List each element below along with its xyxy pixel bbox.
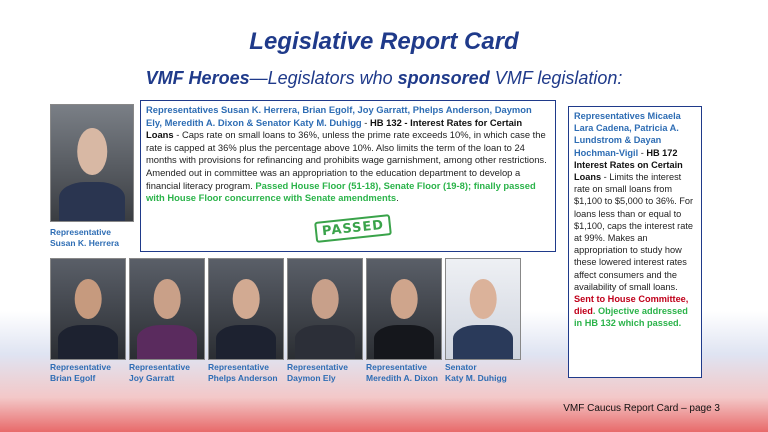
bill-132-sponsors: Representatives Susan K. Herrera, Brian Egolf, Joy Garratt, Phelps Anderson, Daymon Ely, Meredith A. Dixon & Senator Katy M. Duhigg [146, 104, 532, 128]
subtitle-dash: — [249, 68, 268, 88]
bill-132-box: Representatives Susan K. Herrera, Brian Egolf, Joy Garratt, Phelps Anderson, Daymon Ely, Meredith A. Dixon & Senator Katy M. Duhigg - HB 132 - Interest Rates for Certain Loans - Caps rate on small loans to 36%, unless the prime rate exceeds 10%, in which case the rate is capped at 36% plus the percentage above 10%. Also limits the term of the loan to 24 months with provisions for refinancing and prohibits wage garnishment, among other restrictions. Amended out in committee was an appropriation to the education department to develop a financial literacy program. Passed House Floor (51-18), Senate Floor (19-8); finally passed with House Floor concurrence with Senate amendments. [140, 100, 556, 252]
caption-joy-garratt: Representative Joy Garratt [129, 362, 190, 383]
bill-172-status-died: Sent to House Committee, died [574, 294, 689, 317]
bill-132-status: Passed House Floor (51-18), Senate Floor (19-8); finally passed with House Floor concurrence with Senate amendments [146, 179, 536, 204]
bill-172-status-note: . Objective addressed in HB 132 which passed. [574, 306, 688, 329]
photo-susan-herrera [50, 104, 134, 222]
passed-stamp: PASSED [314, 214, 392, 243]
caption-susan-herrera: Representative Susan K. Herrera [50, 227, 119, 248]
subtitle-tail: VMF legislation: [489, 68, 623, 88]
photo-phelps-anderson [208, 258, 284, 360]
caption-katy-duhigg: Senator Katy M. Duhigg [445, 362, 507, 383]
page-title: Legislative Report Card [249, 28, 519, 55]
photo-daymon-ely [287, 258, 363, 360]
subtitle-mid: Legislators who [267, 68, 398, 88]
bill-172-title: HB 172 Interest Rates on Certain Loans [574, 147, 683, 183]
caption-phelps-anderson: Representative Phelps Anderson [208, 362, 278, 383]
bill-172-box: Representatives Micaela Lara Cadena, Patricia A. Lundstrom & Dayan Hochman-Vigil - HB 172 Interest Rates on Certain Loans - Limits the interest rate on small loans from $1,100 to $5,000 to 36%. For loans less than or equal to $1,100, caps the interest rate at 99%. Makes an appropriation to study how these lowered interest rates affect consumers and the availability of small loans. Sent to House Committee, died. Objective addressed in HB 132 which passed. [568, 106, 702, 378]
bill-132-description: - Caps rate on small loans to 36%, unless the prime rate exceeds 10%, in which case the rate is capped at 36% plus the percentage above 10%. Also limits the term of the loan to 24 months with provisions for refinancing and prohibits wage garnishment, among other restrictions. Amended out in committee was an appropriation to the education department to develop a financial literacy program. [146, 129, 547, 191]
subtitle-bold: sponsored [397, 68, 490, 88]
caption-daymon-ely: Representative Daymon Ely [287, 362, 348, 383]
photo-meredith-dixon [366, 258, 442, 360]
page-footer: VMF Caucus Report Card – page 3 [563, 403, 720, 414]
bill-172-sponsors: Representatives Micaela Lara Cadena, Patricia A. Lundstrom & Dayan Hochman-Vigil [574, 111, 681, 158]
photo-joy-garratt [129, 258, 205, 360]
page-subtitle [0, 68, 768, 89]
subtitle-lead: VMF Heroes [145, 68, 250, 88]
caption-meredith-dixon: Representative Meredith A. Dixon [366, 362, 438, 383]
bill-132-title: HB 132 - Interest Rates for Certain Loans [146, 116, 523, 141]
photo-brian-egolf [50, 258, 126, 360]
photo-katy-duhigg [445, 258, 521, 360]
caption-brian-egolf: Representative Brian Egolf [50, 362, 111, 383]
bill-172-description: - Limits the interest rate on small loans from $1,100 to $5,000 to 36%. For loans less than or equal to $1,100, caps the interest rate at 99%. Makes an appropriation to study how these lowered interest rates affect consumers and the availability of small loans. [574, 172, 694, 292]
